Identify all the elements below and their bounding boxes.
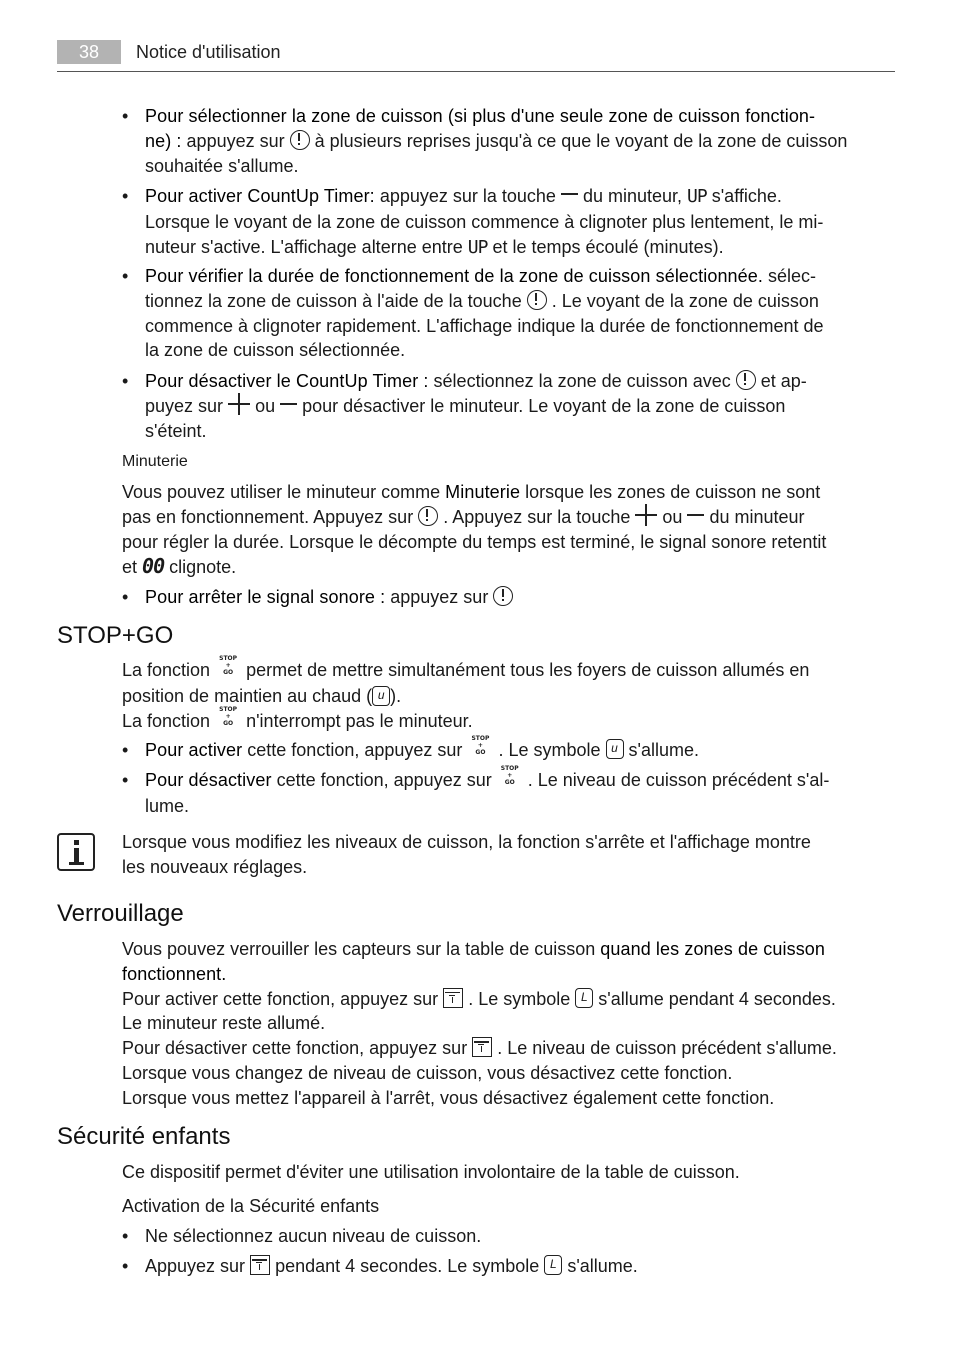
keep-warm-icon: u xyxy=(606,739,624,759)
bullet-dot: • xyxy=(122,587,129,607)
bullet-securite-step2: Appuyez sur pendant 4 secondes. Le symbole L s'allume. xyxy=(145,1256,638,1276)
stop-go-icon: STOP + GO xyxy=(471,735,490,757)
bullet-dot: • xyxy=(122,740,129,760)
lock-key-icon xyxy=(472,1037,492,1057)
verrouillage-heading: Verrouillage xyxy=(57,900,184,927)
lock-symbol-icon: L xyxy=(544,1255,562,1275)
lock-symbol-icon: L xyxy=(575,988,593,1008)
minuterie-label: Minuterie xyxy=(122,453,188,470)
page-number: 38 xyxy=(57,40,121,64)
bullet-dot: • xyxy=(122,186,129,206)
stop-go-icon: STOP + GO xyxy=(500,765,519,787)
bullet-countup-deactivate: Pour désactiver le CountUp Timer : sélectionnez la zone de cuisson avec et ap- puyez sur ou pour désactiver le minuteur. Le voyant de la zone de cuisson s'éteint. xyxy=(145,371,807,441)
bullet-securite-step1: Ne sélectionnez aucun niveau de cuisson. xyxy=(145,1226,482,1246)
securite-heading: Sécurité enfants xyxy=(57,1123,231,1150)
lock-key-icon xyxy=(443,988,463,1008)
stop-go-icon: STOP + GO xyxy=(219,655,238,677)
stopgo-paragraph: La fonction STOP + GO permet de mettre simultanément tous les foyers de cuisson allumés en position de maintien au chaud ( u ). La fonction STOP + GO n'interrompt pas le minuteur. xyxy=(122,655,810,732)
timer-icon xyxy=(527,290,547,310)
timer-icon xyxy=(290,130,310,150)
keep-warm-icon: u xyxy=(372,686,390,706)
bullet-stopgo-deactivate: Pour désactiver cette fonction, appuyez sur STOP + GO . Le niveau de cuisson précédent s'al- lume. xyxy=(145,765,830,817)
plus-icon xyxy=(228,393,250,415)
bullet-dot: • xyxy=(122,1256,129,1276)
double-zero-display-icon: 00 xyxy=(142,554,165,579)
plus-icon xyxy=(635,504,657,526)
bullet-stop-sound: Pour arrêter le signal sonore : appuyez sur xyxy=(145,585,895,610)
timer-icon xyxy=(736,370,756,390)
verrouillage-paragraph: Vous pouvez verrouiller les capteurs sur la table de cuisson quand les zones de cuisson fonctionnent. Pour activer cette fonction, appuyez sur . Le symbole L s'allume pendant 4 secondes. Le minuteur reste allumé. Pour désactiver cette fonction, appuyez sur . Le niveau de cuisson précédent s'allume. Lorsque vous changez de niveau de cuisson, vous désactivez cette fonction. Lorsque vous mettez l'appareil à l'arrêt, vous désactivez également cette fonction. xyxy=(122,939,837,1108)
bullet-select-zone: Pour sélectionner la zone de cuisson (si plus d'une seule zone de cuisson fonction- ne) : appuyez sur à plusieurs reprises jusqu'à ce que le voyant de la zone de cuisson souhaitée s'allume. xyxy=(145,106,848,176)
info-icon xyxy=(57,833,95,871)
up-display-icon: UP xyxy=(687,186,707,207)
stop-go-icon: STOP + GO xyxy=(219,706,238,728)
bullet-dot: • xyxy=(122,266,129,286)
bullet-dot: • xyxy=(122,371,129,391)
bullet-countup-activate: Pour activer CountUp Timer: appuyez sur la touche du minuteur, UP s'affiche. Lorsque le voyant de la zone de cuisson commence à clignoter plus lentement, le mi- nuteur s'active. L'affichage alterne entre UP et le temps écoulé (minutes). xyxy=(145,186,824,258)
up-display-icon: UP xyxy=(467,236,488,258)
bullet-dot: • xyxy=(122,1226,129,1246)
minus-icon xyxy=(561,193,578,195)
lock-key-icon xyxy=(250,1255,270,1275)
bullet-dot: • xyxy=(122,770,129,790)
timer-icon xyxy=(418,506,438,526)
stopgo-heading: STOP+GO xyxy=(57,622,174,649)
minuterie-paragraph: Vous pouvez utiliser le minuteur comme Minuterie lorsque les zones de cuisson ne sont pas en fonctionnement. Appuyez sur . Appuyez sur la touche ou du minuteur pour régler la durée. Lorsque le décompte du temps est terminé, le signal sonore retentit et 00 clignote. xyxy=(122,482,827,579)
header-title: Notice d'utilisation xyxy=(136,42,281,62)
securite-intro: Ce dispositif permet d'éviter une utilisation involontaire de la table de cuisson. xyxy=(122,1162,740,1182)
page-header xyxy=(57,40,895,72)
bullet-check-duration: Pour vérifier la durée de fonctionnement de la zone de cuisson sélectionnée. sélec- tionnez la zone de cuisson à l'aide de la touche . Le voyant de la zone de cuisson commence à clignoter rapidement. L'affichage indique la durée de fonctionnement de la zone de cuisson sélectionnée. xyxy=(145,266,824,361)
minus-icon xyxy=(280,403,297,405)
minus-icon xyxy=(687,514,704,516)
bullet-dot: • xyxy=(122,106,129,126)
stopgo-note: Lorsque vous modifiez les niveaux de cuisson, la fonction s'arrête et l'affichage montre les nouveaux réglages. xyxy=(122,832,811,877)
bullet-stopgo-activate: Pour activer cette fonction, appuyez sur STOP + GO . Le symbole u s'allume. xyxy=(145,735,699,760)
securite-subheading: Activation de la Sécurité enfants xyxy=(122,1196,380,1216)
timer-icon xyxy=(493,586,513,606)
